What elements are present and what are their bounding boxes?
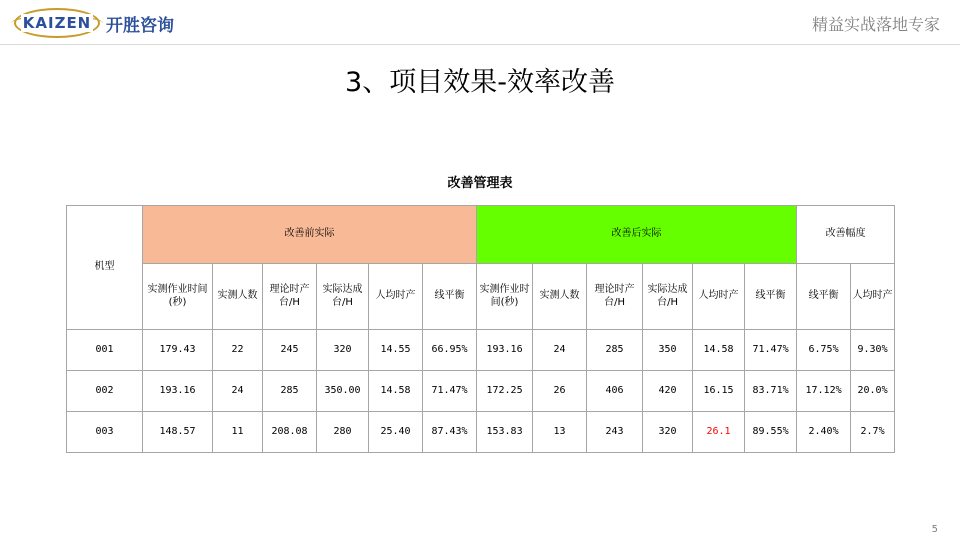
table-cell: 320 — [643, 412, 693, 453]
column-header: 理论时产台/H — [263, 264, 317, 330]
model-header: 机型 — [67, 206, 143, 330]
table-cell: 14.55 — [369, 330, 423, 371]
header-divider — [0, 44, 960, 45]
table-cell: 71.47% — [745, 330, 797, 371]
slide-title: 3、项目效果-效率改善 — [345, 67, 615, 98]
table-cell: 11 — [213, 412, 263, 453]
table-cell: 208.08 — [263, 412, 317, 453]
table-cell: 6.75% — [797, 330, 851, 371]
page-number: 5 — [931, 524, 938, 535]
column-header: 实测人数 — [213, 264, 263, 330]
table-cell: 193.16 — [143, 371, 213, 412]
table-cell: 14.58 — [369, 371, 423, 412]
column-header: 理论时产台/H — [587, 264, 643, 330]
group-header-row — [67, 206, 895, 264]
table-cell: 350.00 — [317, 371, 369, 412]
logo-emblem — [14, 8, 100, 38]
table-cell: 153.83 — [477, 412, 533, 453]
column-header: 线平衡 — [423, 264, 477, 330]
table-cell: 71.47% — [423, 371, 477, 412]
model-cell: 002 — [67, 371, 143, 412]
table-row — [67, 412, 895, 453]
table-cell: 24 — [533, 330, 587, 371]
sub-header-row — [67, 264, 895, 330]
table-cell: 25.40 — [369, 412, 423, 453]
column-header: 实测作业时间(秒) — [143, 264, 213, 330]
table-cell: 179.43 — [143, 330, 213, 371]
table-cell: 22 — [213, 330, 263, 371]
column-header: 人均时产 — [693, 264, 745, 330]
table-cell: 243 — [587, 412, 643, 453]
table-cell: 2.7% — [851, 412, 895, 453]
highlighted-cell: 26.1 — [693, 412, 745, 453]
logo-company-name: 开胜咨询 — [106, 15, 174, 36]
table-cell: 148.57 — [143, 412, 213, 453]
table-cell: 280 — [317, 412, 369, 453]
table-cell: 89.55% — [745, 412, 797, 453]
table-cell: 420 — [643, 371, 693, 412]
table-cell: 245 — [263, 330, 317, 371]
improvement-group-header: 改善幅度 — [797, 206, 895, 264]
column-header: 实际达成台/H — [643, 264, 693, 330]
model-cell: 003 — [67, 412, 143, 453]
after-group-header: 改善后实际 — [477, 206, 797, 264]
table-cell: 17.12% — [797, 371, 851, 412]
table-cell: 83.71% — [745, 371, 797, 412]
column-header: 实测作业时间(秒) — [477, 264, 533, 330]
table-cell: 320 — [317, 330, 369, 371]
table-cell: 9.30% — [851, 330, 895, 371]
table-cell: 24 — [213, 371, 263, 412]
table-cell: 2.40% — [797, 412, 851, 453]
header-tagline: 精益实战落地专家 — [811, 15, 940, 34]
column-header: 实际达成台/H — [317, 264, 369, 330]
table-row — [67, 371, 895, 412]
before-group-header: 改善前实际 — [143, 206, 477, 264]
column-header: 线平衡 — [745, 264, 797, 330]
table-cell: 285 — [263, 371, 317, 412]
table-cell: 406 — [587, 371, 643, 412]
table-cell: 14.58 — [693, 330, 745, 371]
column-header: 人均时产 — [851, 264, 895, 330]
table-row — [67, 330, 895, 371]
improvement-table — [66, 205, 895, 453]
table-cell: 66.95% — [423, 330, 477, 371]
table-cell: 13 — [533, 412, 587, 453]
model-cell: 001 — [67, 330, 143, 371]
column-header: 人均时产 — [369, 264, 423, 330]
table-cell: 350 — [643, 330, 693, 371]
logo-text: KAIZEN — [22, 14, 92, 32]
table-cell: 172.25 — [477, 371, 533, 412]
table-cell: 26 — [533, 371, 587, 412]
table-cell: 285 — [587, 330, 643, 371]
company-logo — [14, 6, 194, 40]
table-cell: 193.16 — [477, 330, 533, 371]
table-cell: 87.43% — [423, 412, 477, 453]
table-caption: 改善管理表 — [447, 176, 513, 191]
column-header: 线平衡 — [797, 264, 851, 330]
column-header: 实测人数 — [533, 264, 587, 330]
table-cell: 16.15 — [693, 371, 745, 412]
table-cell: 20.0% — [851, 371, 895, 412]
